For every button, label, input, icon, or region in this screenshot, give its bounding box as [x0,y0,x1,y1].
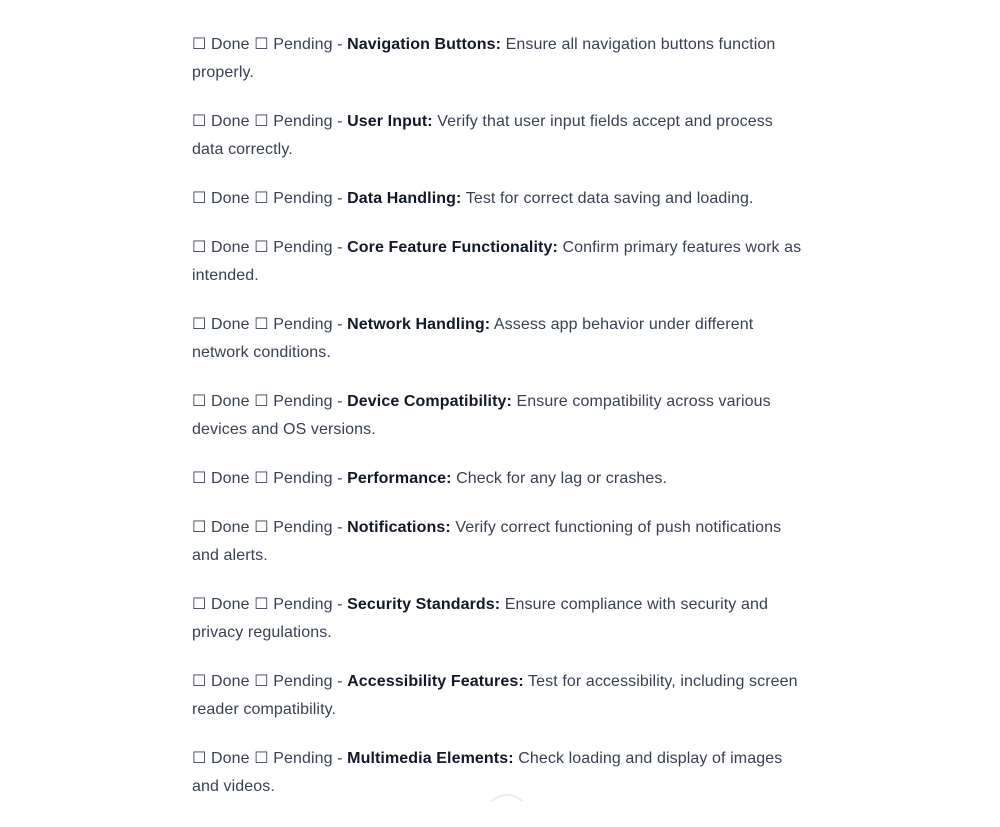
checklist-item [192,233,806,290]
pending-label: Pending [273,470,333,487]
done-label: Done [211,113,250,130]
pending-checkbox-glyph: ☐ [254,468,269,487]
pending-label: Pending [273,750,333,767]
pending-checkbox-glyph: ☐ [254,237,269,256]
item-title: Data Handling: [347,190,462,207]
item-description: Assess app behavior under different network conditions. [192,316,754,361]
done-label: Done [211,36,250,53]
item-title: Network Handling: [347,316,491,333]
pending-checkbox-glyph: ☐ [254,34,269,53]
item-description: Test for accessibility, including screen reader compatibility. [192,673,798,718]
separator: - [337,750,343,767]
pending-label: Pending [273,519,333,536]
separator: - [337,190,343,207]
done-checkbox-glyph: ☐ [192,314,207,333]
done-checkbox-glyph: ☐ [192,748,207,767]
done-label: Done [211,239,250,256]
separator: - [337,239,343,256]
item-title: Security Standards: [347,596,501,613]
item-description: Ensure compliance with security and privacy regulations. [192,596,768,641]
done-checkbox-glyph: ☐ [192,671,207,690]
done-label: Done [211,190,250,207]
checklist [192,30,806,821]
item-description: Check loading and display of images and videos. [192,750,783,795]
pending-label: Pending [273,673,333,690]
pending-label: Pending [273,316,333,333]
checklist-item [192,744,806,801]
done-checkbox-glyph: ☐ [192,468,207,487]
item-title: User Input: [347,113,433,130]
done-label: Done [211,470,250,487]
checklist-item [192,667,806,724]
separator: - [337,519,343,536]
separator: - [337,673,343,690]
item-title: Notifications: [347,519,451,536]
done-label: Done [211,673,250,690]
done-label: Done [211,393,250,410]
pending-label: Pending [273,36,333,53]
pending-label: Pending [273,239,333,256]
separator: - [337,596,343,613]
item-description: Ensure all navigation buttons function properly. [192,36,776,81]
item-title: Core Feature Functionality: [347,239,558,256]
done-checkbox-glyph: ☐ [192,391,207,410]
item-description: Verify correct functioning of push notifications and alerts. [192,519,782,564]
done-checkbox-glyph: ☐ [192,34,207,53]
done-checkbox-glyph: ☐ [192,111,207,130]
separator: - [337,113,343,130]
checklist-item [192,464,806,493]
separator: - [337,393,343,410]
done-label: Done [211,750,250,767]
done-label: Done [211,316,250,333]
checklist-item [192,107,806,164]
checklist-item [192,310,806,367]
pending-checkbox-glyph: ☐ [254,671,269,690]
pending-checkbox-glyph: ☐ [254,517,269,536]
item-description: Ensure compatibility across various devices and OS versions. [192,393,771,438]
done-label: Done [211,519,250,536]
pending-checkbox-glyph: ☐ [254,111,269,130]
pending-checkbox-glyph: ☐ [254,391,269,410]
item-description: Verify that user input fields accept and process data correctly. [192,113,773,158]
item-title: Performance: [347,470,452,487]
done-checkbox-glyph: ☐ [192,237,207,256]
item-description: Confirm primary features work as intended. [192,239,802,284]
done-checkbox-glyph: ☐ [192,517,207,536]
item-title: Accessibility Features: [347,673,524,690]
pending-label: Pending [273,113,333,130]
item-title: Device Compatibility: [347,393,512,410]
pending-label: Pending [273,190,333,207]
checklist-item [192,184,806,213]
item-description: Test for correct data saving and loading. [465,190,754,207]
separator: - [337,470,343,487]
pending-label: Pending [273,393,333,410]
done-checkbox-glyph: ☐ [192,188,207,207]
pending-checkbox-glyph: ☐ [254,314,269,333]
checklist-item [192,387,806,444]
item-title: Multimedia Elements: [347,750,514,767]
separator: - [337,316,343,333]
done-checkbox-glyph: ☐ [192,594,207,613]
pending-checkbox-glyph: ☐ [254,748,269,767]
checklist-item [192,30,806,87]
checklist-item [192,513,806,570]
done-label: Done [211,596,250,613]
checklist-item [192,590,806,647]
item-title: Navigation Buttons: [347,36,502,53]
pending-checkbox-glyph: ☐ [254,188,269,207]
item-description: Check for any lag or crashes. [456,470,668,487]
pending-checkbox-glyph: ☐ [254,594,269,613]
pending-label: Pending [273,596,333,613]
separator: - [337,36,343,53]
